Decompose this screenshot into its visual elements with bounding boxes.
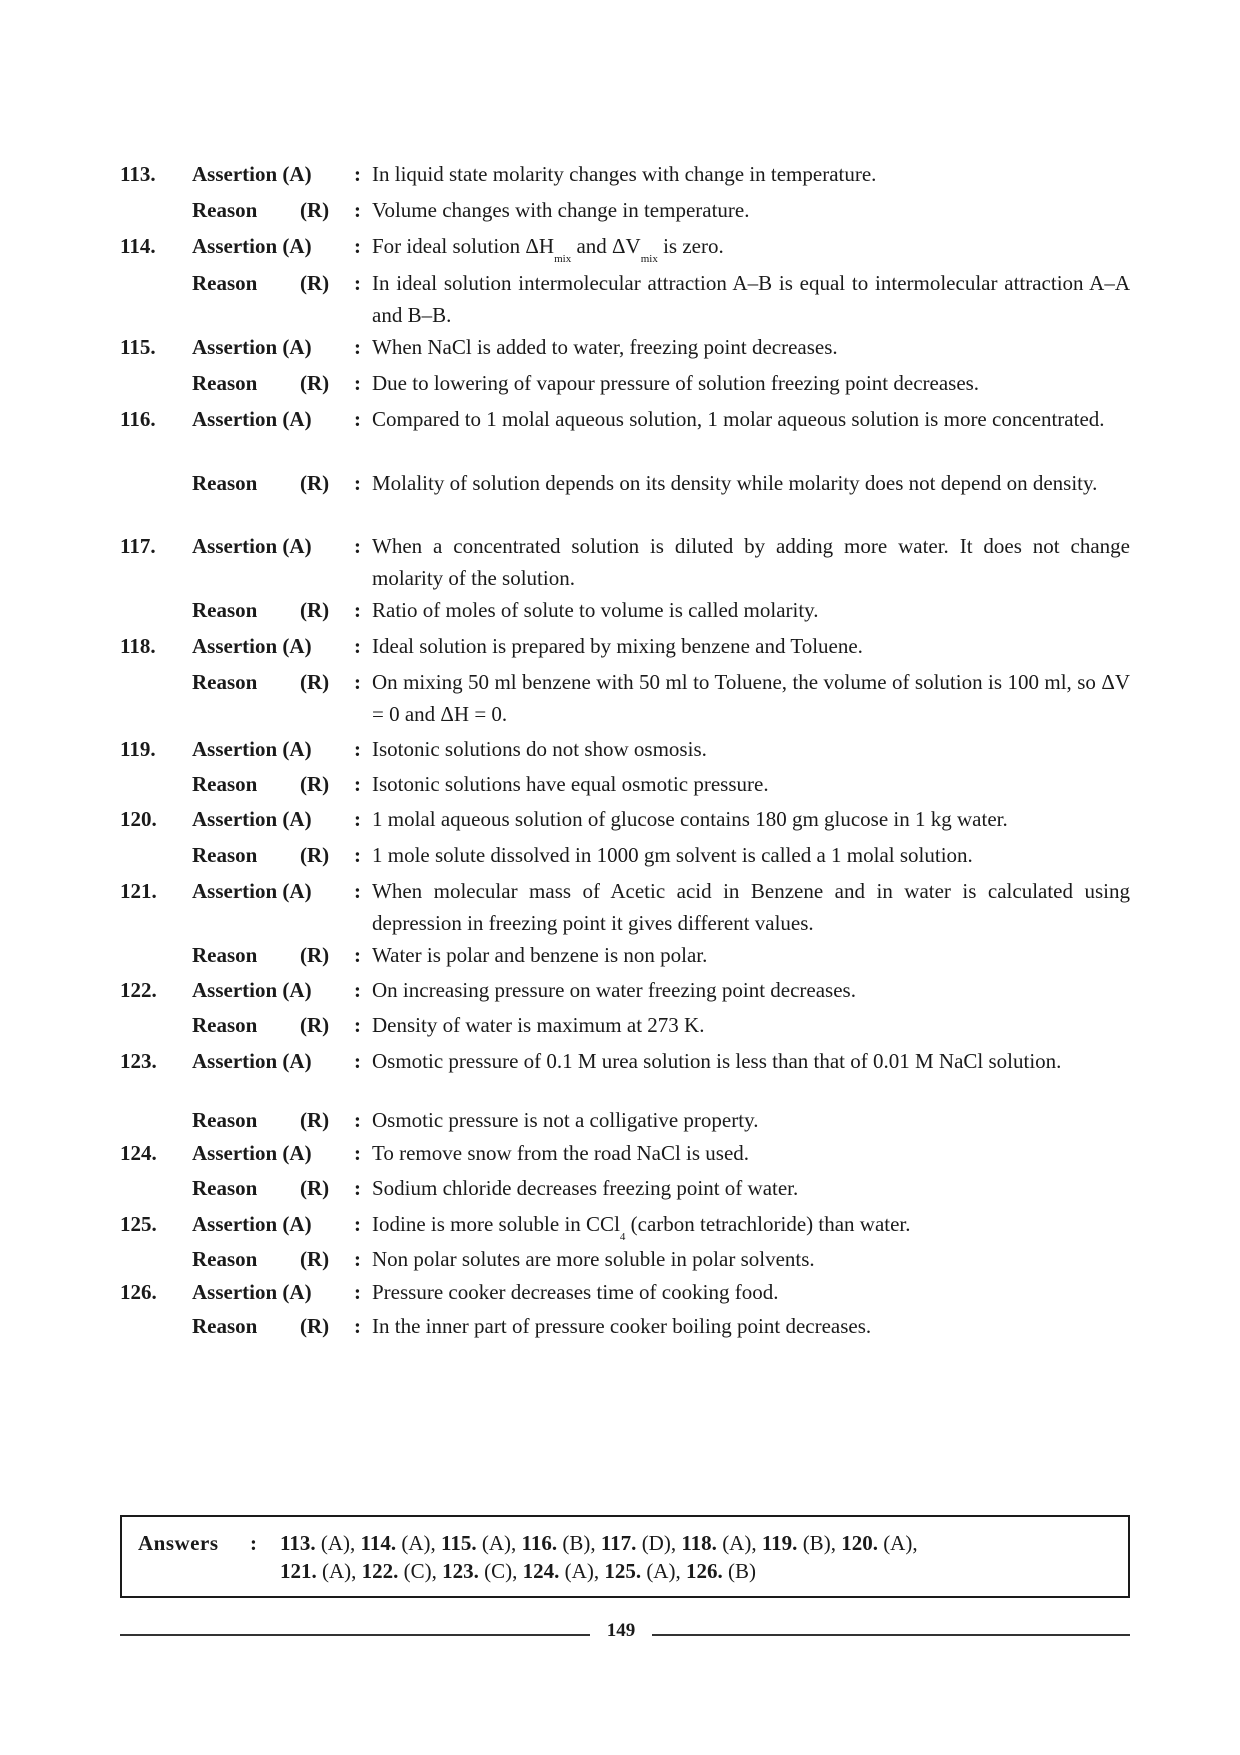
answer-question-number: 119. bbox=[761, 1531, 798, 1555]
answer-option: (A) bbox=[883, 1531, 913, 1555]
separator-colon: : bbox=[354, 1247, 361, 1271]
assertion-tag: (A) bbox=[282, 1212, 312, 1236]
assertion-tag: (A) bbox=[282, 335, 312, 359]
assertion-text: Iodine is more soluble in CCl$_4$ (carbon tetrachloride) than water. bbox=[372, 1212, 911, 1243]
assertion-word: Assertion bbox=[192, 807, 278, 831]
assertion-tag: (A) bbox=[282, 1049, 312, 1073]
assertion-word: Assertion bbox=[192, 634, 278, 658]
answer-option: (A) bbox=[646, 1559, 676, 1583]
assertion-text: Pressure cooker decreases time of cooking food. bbox=[372, 1280, 779, 1304]
assertion-word: Assertion bbox=[192, 1049, 278, 1073]
assertion-tag: (A) bbox=[282, 807, 312, 831]
question-number: 124. bbox=[120, 1141, 157, 1165]
separator-colon: : bbox=[354, 1141, 361, 1165]
question-number: 116. bbox=[120, 407, 156, 431]
reason-tag: (R) bbox=[300, 598, 330, 622]
reason-tag: (R) bbox=[300, 772, 330, 796]
question-number: 117. bbox=[120, 534, 156, 558]
separator-colon: : bbox=[354, 598, 361, 622]
reason-text: Molality of solution depends on its density while molarity does not depend on density. bbox=[372, 471, 1098, 495]
separator-colon: : bbox=[354, 1314, 361, 1338]
answer-question-number: 117. bbox=[600, 1531, 637, 1555]
assertion-label bbox=[192, 733, 312, 765]
answer-question-number: 125. bbox=[604, 1559, 642, 1583]
assertion-tag: (A) bbox=[282, 234, 312, 258]
separator-colon: : bbox=[354, 1212, 361, 1236]
assertion-tag: (A) bbox=[282, 634, 312, 658]
reason-text: In the inner part of pressure cooker boiling point decreases. bbox=[372, 1314, 872, 1338]
assertion-tag: (A) bbox=[282, 534, 312, 558]
reason-text: On mixing 50 ml benzene with 50 ml to Toluene, the volume of solution is 100 ml, so ΔV = 0 and ΔH = 0. bbox=[372, 670, 1130, 726]
reason-text: Sodium chloride decreases freezing point of water. bbox=[372, 1176, 799, 1200]
reason-word: Reason bbox=[192, 670, 258, 694]
assertion-tag: (A) bbox=[282, 879, 312, 903]
question-number: 119. bbox=[120, 737, 156, 761]
reason-text: In ideal solution intermolecular attraction A–B is equal to intermolecular attraction A–A and B–B. bbox=[372, 271, 1130, 327]
assertion-label bbox=[192, 1208, 312, 1240]
assertion-label bbox=[192, 974, 312, 1006]
reason-tag: (R) bbox=[300, 1108, 330, 1132]
separator-colon: : bbox=[354, 1176, 361, 1200]
question-number: 118. bbox=[120, 634, 156, 658]
reason-tag: (R) bbox=[300, 843, 330, 867]
assertion-label bbox=[192, 1137, 312, 1169]
assertion-label bbox=[192, 331, 312, 363]
assertion-tag: (A) bbox=[282, 162, 312, 186]
reason-word: Reason bbox=[192, 772, 258, 796]
answer-question-number: 124. bbox=[522, 1559, 560, 1583]
page-footer bbox=[120, 1620, 1130, 1650]
reason-word: Reason bbox=[192, 598, 258, 622]
answers-box bbox=[120, 1515, 1130, 1598]
reason-text: Osmotic pressure is not a colligative property. bbox=[372, 1108, 759, 1132]
reason-word: Reason bbox=[192, 943, 258, 967]
answer-option: (A) bbox=[564, 1559, 594, 1583]
answer-question-number: 118. bbox=[681, 1531, 717, 1555]
assertion-label bbox=[192, 530, 312, 562]
assertion-text: When molecular mass of Acetic acid in Benzene and in water is calculated using depression in freezing point it gives different values. bbox=[372, 879, 1130, 935]
assertion-label bbox=[192, 1045, 312, 1077]
assertion-word: Assertion bbox=[192, 234, 278, 258]
reason-text: Isotonic solutions have equal osmotic pressure. bbox=[372, 772, 769, 796]
answer-option: (A) bbox=[320, 1531, 350, 1555]
answer-question-number: 114. bbox=[360, 1531, 397, 1555]
reason-tag: (R) bbox=[300, 943, 330, 967]
reason-tag: (R) bbox=[300, 271, 330, 295]
assertion-text: To remove snow from the road NaCl is used. bbox=[372, 1141, 750, 1165]
separator-colon: : bbox=[354, 534, 361, 558]
assertion-text: 1 molal aqueous solution of glucose contains 180 gm glucose in 1 kg water. bbox=[372, 807, 1008, 831]
question-number: 114. bbox=[120, 234, 156, 258]
reason-tag: (R) bbox=[300, 1314, 330, 1338]
reason-text: Volume changes with change in temperature. bbox=[372, 198, 750, 222]
separator-colon: : bbox=[354, 634, 361, 658]
separator-colon: : bbox=[354, 943, 361, 967]
assertion-word: Assertion bbox=[192, 407, 278, 431]
reason-tag: (R) bbox=[300, 471, 330, 495]
answer-key bbox=[280, 1529, 1120, 1585]
answer-question-number: 123. bbox=[442, 1559, 479, 1583]
assertion-text: When NaCl is added to water, freezing point decreases. bbox=[372, 335, 838, 359]
separator-colon: : bbox=[354, 670, 361, 694]
assertion-word: Assertion bbox=[192, 162, 278, 186]
assertion-word: Assertion bbox=[192, 534, 278, 558]
answer-line: 113. (A), 114. (A), 115. (A), 116. (B), 117. (D), 118. (A), 119. (B), 120. (A), bbox=[280, 1531, 918, 1555]
separator-colon: : bbox=[354, 407, 361, 431]
separator-colon: : bbox=[354, 234, 361, 258]
answers-colon: : bbox=[250, 1531, 257, 1555]
assertion-text: Osmotic pressure of 0.1 M urea solution is less than that of 0.01 M NaCl solution. bbox=[372, 1049, 1062, 1073]
assertion-word: Assertion bbox=[192, 1141, 278, 1165]
separator-colon: : bbox=[354, 843, 361, 867]
answer-option: (B) bbox=[562, 1531, 591, 1555]
separator-colon: : bbox=[354, 198, 361, 222]
answer-question-number: 121. bbox=[280, 1559, 317, 1583]
assertion-label bbox=[192, 403, 312, 435]
reason-text: Water is polar and benzene is non polar. bbox=[372, 943, 708, 967]
separator-colon: : bbox=[354, 1108, 361, 1132]
assertion-text: Ideal solution is prepared by mixing benzene and Toluene. bbox=[372, 634, 863, 658]
answer-question-number: 126. bbox=[685, 1559, 723, 1583]
separator-colon: : bbox=[354, 335, 361, 359]
answer-option: (B) bbox=[727, 1559, 756, 1583]
assertion-label bbox=[192, 1276, 312, 1308]
footer-rule-left bbox=[120, 1634, 590, 1636]
answer-option: (A) bbox=[481, 1531, 511, 1555]
assertion-word: Assertion bbox=[192, 879, 278, 903]
separator-colon: : bbox=[354, 1049, 361, 1073]
assertion-label bbox=[192, 630, 312, 662]
reason-word: Reason bbox=[192, 1013, 258, 1037]
answer-question-number: 120. bbox=[841, 1531, 878, 1555]
answer-option: (A) bbox=[322, 1559, 352, 1583]
page-number: 149 bbox=[606, 1620, 636, 1641]
assertion-text: In liquid state molarity changes with change in temperature. bbox=[372, 162, 877, 186]
reason-text: Non polar solutes are more soluble in polar solvents. bbox=[372, 1247, 815, 1271]
assertion-label bbox=[192, 803, 312, 835]
assertion-word: Assertion bbox=[192, 1280, 278, 1304]
reason-word: Reason bbox=[192, 1176, 258, 1200]
separator-colon: : bbox=[354, 772, 361, 796]
reason-text: 1 mole solute dissolved in 1000 gm solvent is called a 1 molal solution. bbox=[372, 843, 973, 867]
reason-word: Reason bbox=[192, 1247, 258, 1271]
separator-colon: : bbox=[354, 737, 361, 761]
answer-option: (D) bbox=[641, 1531, 671, 1555]
separator-colon: : bbox=[354, 1013, 361, 1037]
assertion-tag: (A) bbox=[282, 737, 312, 761]
assertion-word: Assertion bbox=[192, 978, 278, 1002]
answer-question-number: 122. bbox=[361, 1559, 399, 1583]
separator-colon: : bbox=[354, 978, 361, 1002]
reason-word: Reason bbox=[192, 1314, 258, 1338]
assertion-text: Isotonic solutions do not show osmosis. bbox=[372, 737, 707, 761]
assertion-text: On increasing pressure on water freezing point decreases. bbox=[372, 978, 856, 1002]
reason-tag: (R) bbox=[300, 198, 330, 222]
assertion-text: For ideal solution $\Delta H_{mix}$ and $\Delta V_{mix}$ is zero. bbox=[372, 234, 724, 265]
question-number: 122. bbox=[120, 978, 157, 1002]
separator-colon: : bbox=[354, 471, 361, 495]
reason-word: Reason bbox=[192, 371, 258, 395]
reason-text: Density of water is maximum at 273 K. bbox=[372, 1013, 705, 1037]
assertion-label bbox=[192, 230, 312, 262]
assertion-word: Assertion bbox=[192, 737, 278, 761]
answer-option: (C) bbox=[403, 1559, 432, 1583]
separator-colon: : bbox=[354, 807, 361, 831]
separator-colon: : bbox=[354, 271, 361, 295]
assertion-word: Assertion bbox=[192, 335, 278, 359]
question-number: 115. bbox=[120, 335, 156, 359]
separator-colon: : bbox=[354, 1280, 361, 1304]
answer-option: (A) bbox=[722, 1531, 752, 1555]
question-number: 123. bbox=[120, 1049, 157, 1073]
answer-option: (B) bbox=[802, 1531, 831, 1555]
answer-question-number: 115. bbox=[441, 1531, 477, 1555]
assertion-tag: (A) bbox=[282, 1141, 312, 1165]
question-number: 125. bbox=[120, 1212, 157, 1236]
question-number: 126. bbox=[120, 1280, 157, 1304]
assertion-label bbox=[192, 158, 312, 190]
separator-colon: : bbox=[354, 879, 361, 903]
reason-word: Reason bbox=[192, 1108, 258, 1132]
assertion-tag: (A) bbox=[282, 407, 312, 431]
assertion-word: Assertion bbox=[192, 1212, 278, 1236]
assertion-text: When a concentrated solution is diluted by adding more water. It does not change molarity of the solution. bbox=[372, 534, 1130, 590]
answer-line: 121. (A), 122. (C), 123. (C), 124. (A), 125. (A), 126. (B) bbox=[280, 1559, 756, 1583]
answer-option: (A) bbox=[401, 1531, 431, 1555]
reason-tag: (R) bbox=[300, 1176, 330, 1200]
reason-word: Reason bbox=[192, 843, 258, 867]
reason-tag: (R) bbox=[300, 1247, 330, 1271]
reason-tag: (R) bbox=[300, 670, 330, 694]
separator-colon: : bbox=[354, 162, 361, 186]
answers-label: Answers bbox=[138, 1531, 219, 1555]
reason-tag: (R) bbox=[300, 371, 330, 395]
answer-option: (C) bbox=[484, 1559, 513, 1583]
question-number: 120. bbox=[120, 807, 157, 831]
answer-question-number: 116. bbox=[521, 1531, 558, 1555]
reason-word: Reason bbox=[192, 271, 258, 295]
reason-text: Ratio of moles of solute to volume is called molarity. bbox=[372, 598, 819, 622]
reason-text: Due to lowering of vapour pressure of solution freezing point decreases. bbox=[372, 371, 980, 395]
assertion-text: Compared to 1 molal aqueous solution, 1 molar aqueous solution is more concentrated. bbox=[372, 407, 1105, 431]
reason-word: Reason bbox=[192, 471, 258, 495]
separator-colon: : bbox=[354, 371, 361, 395]
answer-question-number: 113. bbox=[280, 1531, 316, 1555]
question-number: 121. bbox=[120, 879, 157, 903]
assertion-tag: (A) bbox=[282, 1280, 312, 1304]
footer-rule-right bbox=[652, 1634, 1130, 1636]
reason-word: Reason bbox=[192, 198, 258, 222]
assertion-tag: (A) bbox=[282, 978, 312, 1002]
question-number: 113. bbox=[120, 162, 156, 186]
reason-tag: (R) bbox=[300, 1013, 330, 1037]
assertion-label bbox=[192, 875, 312, 907]
